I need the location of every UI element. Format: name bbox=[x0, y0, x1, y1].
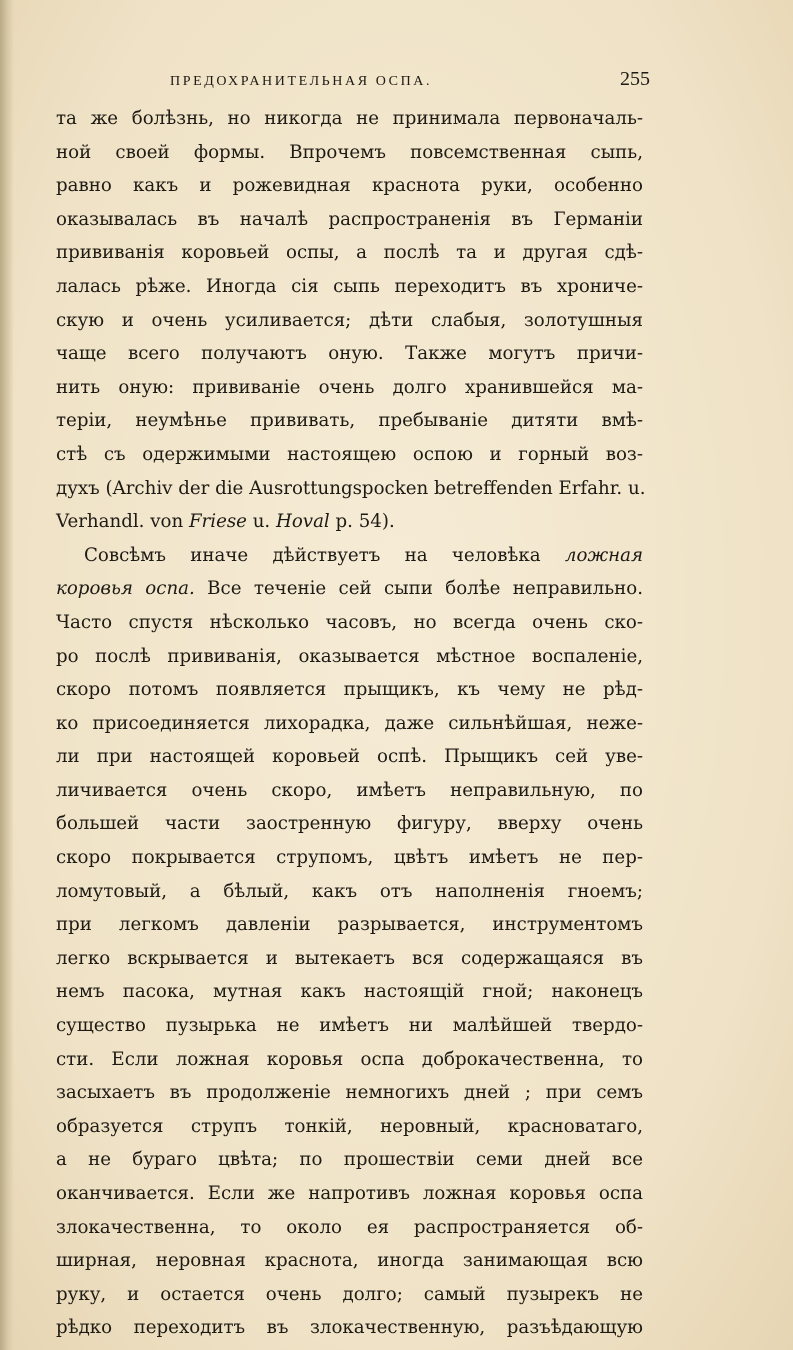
text-line bbox=[56, 875, 643, 909]
line-text: ломутовый, а бѣлый, какъ отъ наполненія гноемъ; bbox=[56, 880, 643, 902]
text-line bbox=[56, 640, 643, 674]
text-line bbox=[56, 136, 643, 170]
line-text: скоро покрывается струпомъ, цвѣтъ имѣетъ не пер- bbox=[56, 847, 643, 869]
line-text: Совсѣмъ иначе дѣйствуетъ на человѣка bbox=[84, 544, 565, 566]
line-text: злокачественна, то около ея распространяется об- bbox=[56, 1216, 643, 1238]
text-line bbox=[56, 1177, 643, 1211]
line-text: сти. Если ложная коровья оспа доброкачественна, то bbox=[56, 1048, 643, 1070]
text-line bbox=[56, 505, 643, 539]
line-text: Часто спустя нѣсколько часовъ, но всегда очень ско- bbox=[56, 611, 643, 633]
page-gutter-shadow bbox=[0, 0, 14, 1350]
line-text: Verhandl. von bbox=[56, 511, 189, 533]
text-line bbox=[56, 337, 643, 371]
line-text: личивается очень скоро, имѣетъ неправильную, по bbox=[56, 779, 643, 801]
line-text: лалась рѣже. Иногда сія сыпь переходитъ въ хрониче- bbox=[56, 275, 643, 297]
line-text: духъ (Archiv der die Ausrottungspocken betreffenden Erfahr. u. bbox=[56, 477, 646, 499]
text-line bbox=[56, 606, 643, 640]
line-text: ко присоединяется лихорадка, даже сильнѣйшая, неже- bbox=[56, 712, 643, 734]
line-text: прививанія коровьей оспы, а послѣ та и другая сдѣ- bbox=[56, 242, 643, 264]
text-line bbox=[56, 673, 643, 707]
text-line bbox=[56, 203, 643, 237]
text-line bbox=[56, 1143, 643, 1177]
line-text: легко вскрывается и вытекаетъ вся содержащаяся въ bbox=[56, 947, 643, 969]
line-text: u. bbox=[246, 511, 276, 533]
text-line bbox=[56, 102, 643, 136]
text-line bbox=[56, 908, 643, 942]
line-text: немъ пасока, мутная какъ настоящій гной; наконецъ bbox=[56, 981, 643, 1003]
line-text: нить оную: прививаніе очень долго хранившейся ма- bbox=[56, 376, 643, 398]
text-line bbox=[56, 371, 643, 405]
text-line bbox=[56, 774, 643, 808]
text-line bbox=[56, 1043, 643, 1077]
line-text: ширная, неровная краснота, иногда занимающая всю bbox=[56, 1250, 643, 1272]
line-text: рѣдко переходитъ въ злокачественную, разъѣдающую bbox=[56, 1317, 643, 1339]
text-line bbox=[56, 539, 643, 573]
text-line bbox=[56, 1076, 643, 1110]
line-text: скоро потомъ появляется прыщикъ, къ чему не рѣд- bbox=[56, 679, 643, 701]
text-line bbox=[56, 975, 643, 1009]
line-text: образуется струпъ тонкій, неровный, красноватаго, bbox=[56, 1115, 643, 1137]
italic-text: ложная bbox=[564, 544, 643, 566]
text-line bbox=[56, 1278, 643, 1312]
line-text: стѣ съ одержимыми настоящею оспою и горный воз- bbox=[56, 443, 643, 465]
text-line bbox=[56, 169, 643, 203]
text-line bbox=[56, 807, 643, 841]
line-text: оканчивается. Если же напротивъ ложная коровья оспа bbox=[56, 1183, 643, 1204]
line-text: чаще всего получаютъ оную. Также могутъ причи- bbox=[56, 343, 643, 365]
text-line bbox=[56, 438, 643, 472]
line-text: ной своей формы. Впрочемъ повсемственная сыпь, bbox=[56, 141, 643, 163]
line-text: при легкомъ давленіи разрывается, инструментомъ bbox=[56, 914, 643, 936]
running-title: ПРЕДОХРАНИТЕЛЬНАЯ ОСПА. bbox=[170, 74, 433, 89]
text-line bbox=[56, 304, 643, 338]
line-text: скую и очень усиливается; дѣти слабыя, золотушныя bbox=[56, 309, 643, 331]
line-text: p. 54). bbox=[329, 511, 395, 533]
text-line bbox=[56, 1110, 643, 1144]
line-text: существо пузырька не имѣетъ ни малѣйшей твердо- bbox=[56, 1015, 643, 1037]
italic-text: Hoval bbox=[276, 511, 330, 533]
running-header bbox=[170, 68, 650, 94]
text-line bbox=[56, 236, 643, 270]
body-text bbox=[56, 102, 646, 1345]
text-line bbox=[56, 1211, 643, 1245]
text-line bbox=[56, 1009, 643, 1043]
line-text: засыхаетъ въ продолженіе немногихъ дней ; при семъ bbox=[56, 1082, 643, 1104]
line-text: а не бураго цвѣта; по прошествіи семи дней все bbox=[56, 1149, 643, 1171]
text-line bbox=[56, 1311, 643, 1345]
line-text: Все теченіе сей сыпи болѣе неправильно. bbox=[194, 578, 643, 600]
line-text: равно какъ и рожевидная краснота руки, особенно bbox=[56, 175, 643, 197]
text-line bbox=[56, 1244, 643, 1278]
text-line bbox=[56, 404, 643, 438]
text-line bbox=[56, 707, 643, 741]
line-text: руку, и остается очень долго; самый пузырекъ не bbox=[56, 1283, 643, 1305]
line-text: большей части заостренную фигуру, вверху очень bbox=[56, 813, 643, 835]
line-text: теріи, неумѣнье прививать, пребываніе дитяти вмѣ- bbox=[56, 410, 643, 432]
line-text: оказывалась въ началѣ распространенія въ Германіи bbox=[56, 208, 643, 230]
text-line bbox=[56, 942, 643, 976]
line-text: та же болѣзнь, но никогда не принимала первоначаль- bbox=[56, 108, 643, 129]
italic-text: коровья оспа. bbox=[56, 578, 195, 600]
text-line bbox=[56, 740, 643, 774]
line-text: ли при настоящей коровьей оспѣ. Прыщикъ сей уве- bbox=[56, 746, 643, 768]
text-line bbox=[56, 472, 646, 506]
text-line bbox=[56, 572, 643, 606]
line-text: ро послѣ прививанія, оказывается мѣстное воспаленіе, bbox=[56, 645, 643, 667]
italic-text: Friese bbox=[188, 511, 247, 533]
text-line bbox=[56, 841, 643, 875]
text-line bbox=[56, 270, 643, 304]
page-number: 255 bbox=[620, 68, 650, 90]
